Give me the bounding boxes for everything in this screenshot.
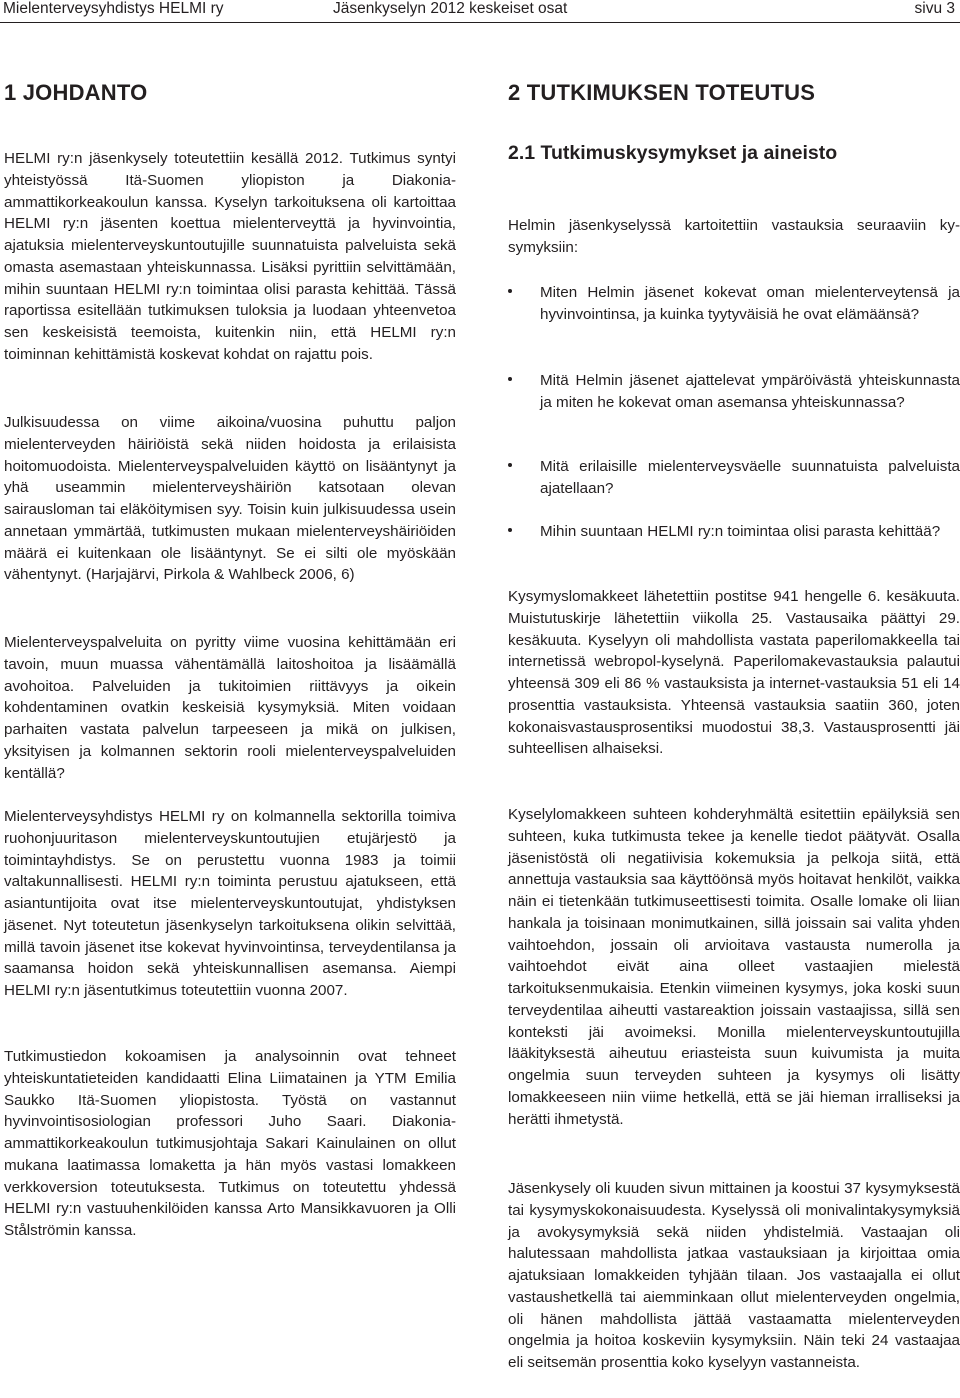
subsection-heading-questions: 2.1 Tutkimuskysymykset ja aineisto: [508, 142, 838, 164]
paragraph-intro-2: Julkisuudessa on viime aikoina/vuosina puhuttu paljon mielenterveyden häiriöistä sekä niiden hoidosta ja erilaisista hoitomuodoista. Mielenterveyspalveluiden käyttö on lisääntynyt ja yhä useammin mielenterveyshäiriön katsotaan olevan sairausloman tai eläköitymisen syy. Toisin kuin julkisuudessa usein annetaan ymmärtää, tutkimusten mukaan mielenterveyshäiriöiden määrä ei kuitenkaan ole lisääntynyt. Se ei silti ole myöskään vähentynyt. (Harjajärvi, Pirkola & Wahlbeck 2006, 6): [4, 414, 456, 584]
section-heading-introduction: 1 JOHDANTO: [4, 80, 148, 105]
bullet-icon: [508, 289, 512, 293]
paragraph-intro-3: Mielenterveyspalveluita on pyritty viime vuosina kehittämään eri tavoin, muun muassa vähentämällä laitoshoitoa ja lisäämällä avohoitoa. Palveluiden ja tukitoimien riittävyys ja oikein kohdentaminen ovatkin keskeisiä kysymyksiä. Miten voidaan parhaiten vastata palvelun tarpeeseen ja mikä on julkisen, yksityisen ja kolmannen sektorin rooli mielenterveyspalveluiden kentällä?: [4, 634, 456, 782]
paragraph-survey-feedback: Kyselylomakkeen suhteen kohderyhmältä esitettiin epäilyksiä sen suhteen, kuka tutkimusta tekee ja kenelle tiedot päätyvät. Osalla jäsenistöstä oli negatiivisia kokemuksia ja pelkoja siitä, että annettuja vastauksia saa käyttöönsä myös hoitavat henkilöt, vaikka näin ei tietenkään tutkimuseettisesti toimita. Osalle lomake oli liian hankala ja toisinaan monimutkainen, sillä joissain sai valita yhden vaihtoehdon, jossain oli arvioitava vastausta numerolla ja vaihtoehdot eivät aina olleet vastaajien mielestä tarkoituksenmukaisia. Etenkin viimeinen kysymys, joka koski suun terveydentilaa aiheutti vastareaktion joissain vastaajissa, sillä sen konteksti jäi avoimeksi. Monilla mielenterveyskuntoutujilla lääkityksestä aiheutuu eriasteista suun kuivumista ja muita ongelmia suun terveyden suhteen ja kysymys oli lisätty lomakkeeseen niin viime hetkellä, että se jäi hieman irralliseksi ja herätti ihmetystä.: [508, 806, 960, 1128]
research-question: Mitä erilaisille mielenterveysväelle suunnatuista palveluista ajatellaan?: [540, 458, 960, 497]
paragraph-data-collection: Kysymyslomakkeet lähetettiin postitse 941 hengelle 6. kesäkuuta. Muistutuskirje lähetettiin viikolla 25. Vastausaika päättyi 29. kesäkuuta. Kyselyyn oli mahdollista vastata paperilomakkeella tai internetissä webropol-kyselynä. Paperilomakevastauksia palautui yhteensä 309 eli 86 % vastauksista ja internet-vastauksia 51 eli 14 prosenttia vastauksista. Yhteensä vastauksia saatiin 360, joten kokonaisvastausprosentiksi muodostui 38,3. Vastausprosentti jäi suhteellisen alhaiseksi.: [508, 588, 960, 758]
bullet-icon: [508, 463, 512, 467]
paragraph-survey-structure: Jäsenkysely oli kuuden sivun mittainen ja koostui 37 kysymyksestä tai kysymyskokonaisuudesta. Kyselyssä oli monivalintakysymyksiä ja avokysymyksiä sekä niiden yhdistelmiä. Vastaajan oli halutessaan mahdollista jatkaa vastauksiaan ja kirjoittaa omia ajatuksiaan lomakkeiden tyhjään tilaan. Jos vastaajalla ei ollut vastaushetkellä tai aiemminkaan ollut mielenterveyden ongelmia, oli hänen mahdollista jättää vastaamatta mielenterveyden ongelmia ja hoitoa koskeviin kysymyksiin. Näin teki 24 vastaajaa eli seitsemän prosenttia koko kyselyyn vastanneista.: [508, 1180, 960, 1371]
research-question: Miten Helmin jäsenet kokevat oman mielenterveytensä ja hyvinvointinsa, ja kuinka tyytyväisiä he ovat elämäänsä?: [540, 284, 960, 323]
bullet-icon: [508, 377, 512, 381]
header-organization: Mielenterveysyhdistys HELMI ry: [3, 0, 224, 17]
paragraph-intro-5: Tutkimustiedon kokoamisen ja analysoinnin ovat tehneet yhteiskuntatieteiden kandidaatti Elina Liimatainen ja YTM Emilia Saukko Itä-Suomen yliopistosta. Työstä on vastannut hyvinvointisosiologian professori Juho Saari. Diakoniaammattikorkeakoulun tutkimusjohtaja Sakari Kainulainen on ollut mukana laatimassa lomaketta ja hän myös vastasi lomakkeen verkkoversion toteutuksesta. Tutkimus on toteutettu yhdessä HELMI ry:n vastuuhenkilöiden kanssa Arto Mansikkavuoren ja Olli Stålströmin kanssa.: [4, 1048, 456, 1239]
header-title: Jäsenkyselyn 2012 keskeiset osat: [333, 0, 568, 17]
paragraph-questions-intro: Helmin jäsenkyselyssä kartoitettiin vastauksia seuraaviin kysymyksiin:: [508, 217, 960, 256]
research-question: Mihin suuntaan HELMI ry:n toimintaa olisi parasta kehittää?: [540, 523, 941, 540]
research-question: Mitä Helmin jäsenet ajattelevat ympäröivästä yhteiskunnasta ja miten he kokevat oman asemansa yhteiskunnassa?: [540, 372, 960, 411]
page-number: sivu 3: [914, 0, 955, 17]
header-divider: [0, 22, 960, 23]
section-heading-implementation: 2 TUTKIMUKSEN TOTEUTUS: [508, 80, 816, 105]
paragraph-intro-1: HELMI ry:n jäsenkysely toteutettiin kesällä 2012. Tutkimus syntyi yhteistyössä Itä-Suomen yliopiston ja Diakoniaammattikorkeakoulun kanssa. Kyselyn tarkoituksena oli kartoittaa HELMI ry:n jäsenten koettua mielenterveyttä ja hyvinvointia, ajatuksia mielenterveyskuntoutujille suunnatuista palveluista sekä omasta asemastaan yhteiskunnassa. Lisäksi pyrittiin selvittämään, mihin suuntaan HELMI ry:n toimintaa olisi parasta kehittää. Tässä raportissa esitellään tutkimuksen tuloksia ja luodaan yhteenvetoa sen keskeisistä teemoista, kuitenkin niin, että HELMI ry:n toiminnan kehittämistä koskevat kohdat on rajattu pois.: [4, 150, 456, 363]
bullet-icon: [508, 528, 512, 532]
page-header: [0, 0, 960, 24]
paragraph-intro-4: Mielenterveysyhdistys HELMI ry on kolmannella sektorilla toimiva ruohonjuuritason mielenterveyskuntoutujien etujärjestö ja toimintayhdistys. Se on perustettu vuonna 1983 ja toimii valtakunnallisesti. HELMI ry:n toiminta perustuu ajatukseen, että asiantuntijoita ovat itse mielenterveyskuntoutujat, yhdistyksen jäsenet. Nyt toteutetun jäsenkyselyn tarkoituksena olikin selvittää, millä tavoin jäsenet itse kokevat hyvinvointinsa, terveydentilansa ja saamansa hoidon sekä yhteiskunnallisen asemansa. Aiempi HELMI ry:n jäsentutkimus toteutettiin vuonna 2007.: [4, 808, 456, 999]
